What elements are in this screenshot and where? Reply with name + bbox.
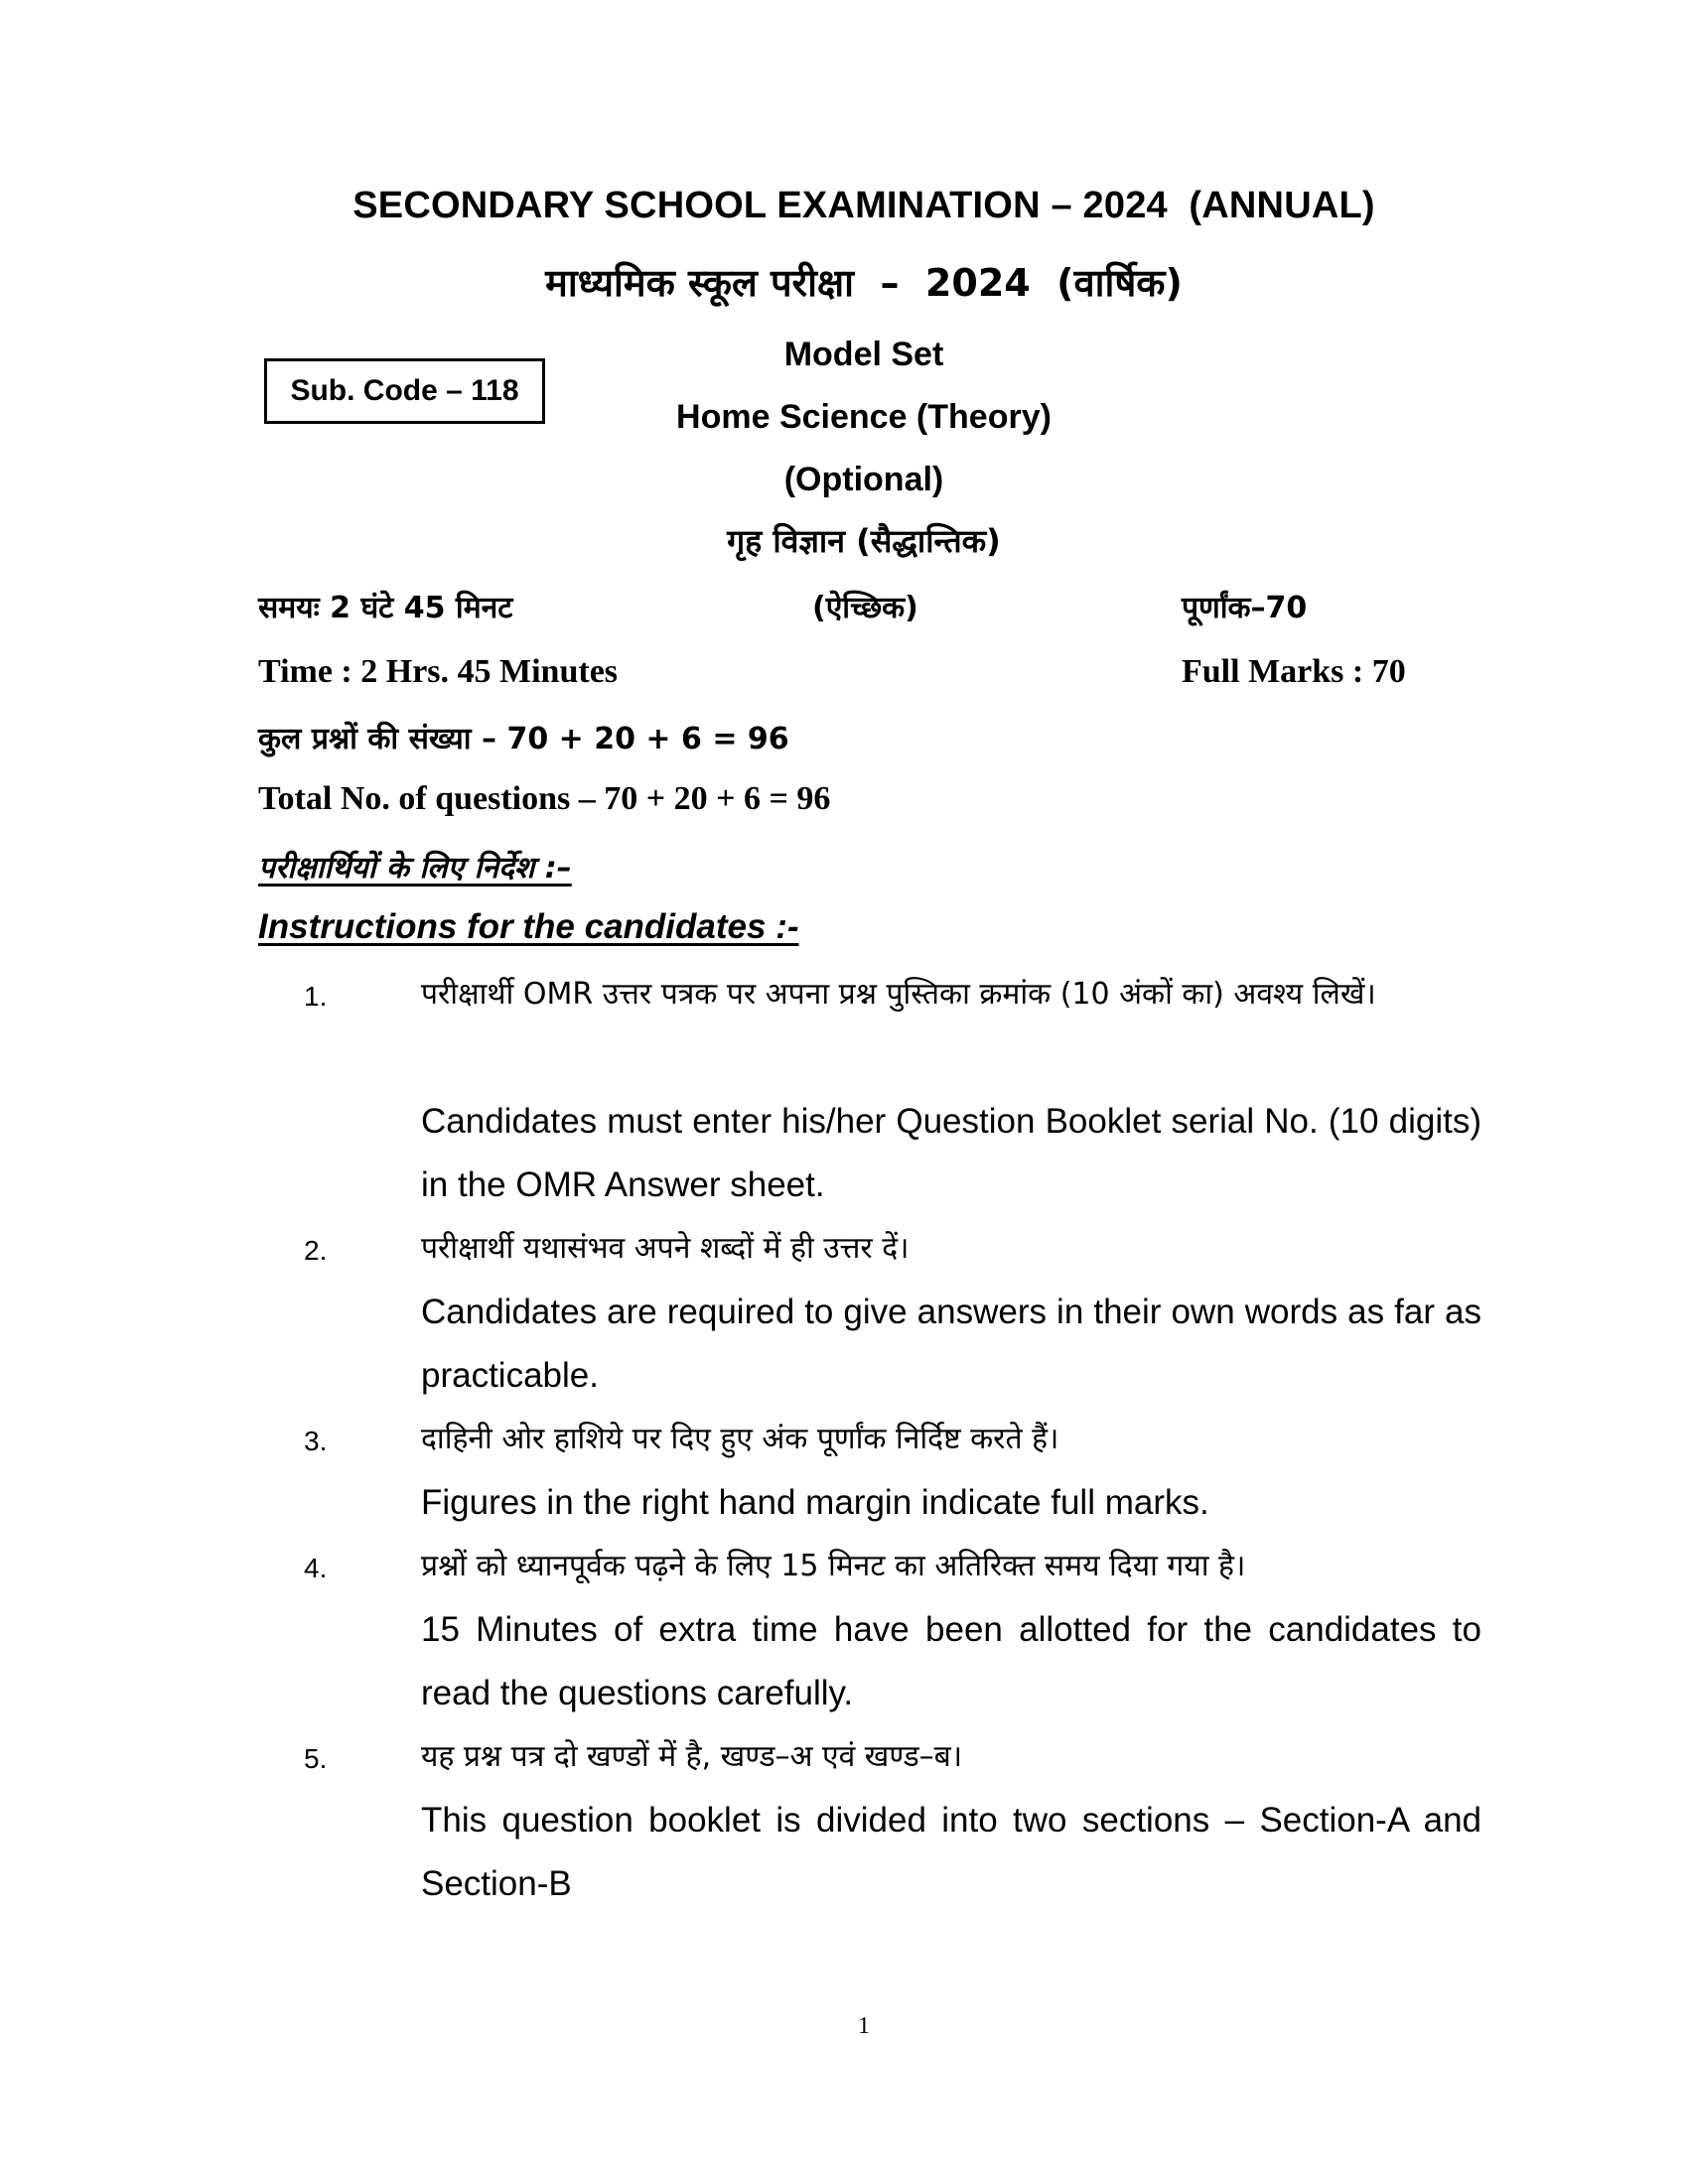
exam-title-english: SECONDARY SCHOOL EXAMINATION – 2024 (ANNUAL) — [352, 185, 1375, 226]
instruction-hindi: परीक्षार्थी यथासंभव अपने शब्दों में ही उत्तर दें। — [421, 1231, 910, 1266]
total-questions-english: Total No. of questions – 70 + 20 + 6 = 96 — [258, 780, 831, 817]
time-english: Time : 2 Hrs. 45 Minutes — [258, 653, 619, 690]
exam-title-hindi: माध्यमिक स्कूल परीक्षा – 2024 (वार्षिक) — [545, 261, 1183, 305]
instruction-number: 1. — [304, 981, 328, 1012]
instruction-english: Candidates must enter his/her Question Booklet serial No. (10 digits) in the OMR Answer sheet. — [421, 1102, 1481, 1204]
instruction-english: Candidates are required to give answers in their own words as far as practicable. — [421, 1293, 1481, 1395]
instructions-heading-hindi: परीक्षार्थियों के लिए निर्देश :– — [258, 851, 572, 886]
full-marks-english: Full Marks : 70 — [1182, 653, 1406, 690]
instruction-number: 2. — [304, 1235, 328, 1266]
model-set-label: Model Set — [783, 336, 944, 373]
instruction-hindi: प्रश्नों को ध्यानपूर्वक पढ़ने के लिए 15 मिनट का अतिरिक्त समय दिया गया है। — [421, 1549, 1246, 1583]
instruction-english: 15 Minutes of extra time have been allotted for the candidates to read the questions carefully. — [421, 1610, 1481, 1712]
instruction-number: 3. — [304, 1426, 328, 1456]
instruction-english: Figures in the right hand margin indicate full marks. — [421, 1483, 1209, 1522]
optional-label-hindi: (ऐच्छिक) — [812, 591, 918, 625]
instruction-english: This question booklet is divided into two sections – Section-A and Section-B — [421, 1801, 1481, 1903]
instruction-number: 4. — [304, 1553, 328, 1583]
subject-name-hindi: गृह विज्ञान (सैद्धान्तिक) — [727, 522, 1001, 560]
instruction-hindi: यह प्रश्न पत्र दो खण्डों में है, खण्ड–अ एवं खण्ड–ब। — [421, 1739, 963, 1774]
time-hindi: समयः 2 घंटे 45 मिनट — [258, 591, 513, 625]
page-number: 1 — [858, 2013, 870, 2039]
optional-label-english: (Optional) — [783, 461, 944, 498]
total-questions-hindi: कुल प्रश्नों की संख्या – 70 + 20 + 6 = 96 — [258, 722, 789, 756]
instruction-hindi: परीक्षार्थी OMR उत्तर पत्रक पर अपना प्रश्न पुस्तिका क्रमांक (10 अंकों का) अवश्य लिखें। — [421, 977, 1376, 1012]
instruction-number: 5. — [304, 1743, 328, 1774]
subject-name-english: Home Science (Theory) — [676, 398, 1052, 436]
instructions-heading-english: Instructions for the candidates :- — [258, 907, 799, 946]
instruction-hindi: दाहिनी ओर हाशिये पर दिए हुए अंक पूर्णांक निर्दिष्ट करते हैं। — [421, 1422, 1059, 1456]
full-marks-hindi: पूर्णांक–70 — [1182, 591, 1308, 625]
subject-code: Sub. Code – 118 — [290, 374, 519, 407]
